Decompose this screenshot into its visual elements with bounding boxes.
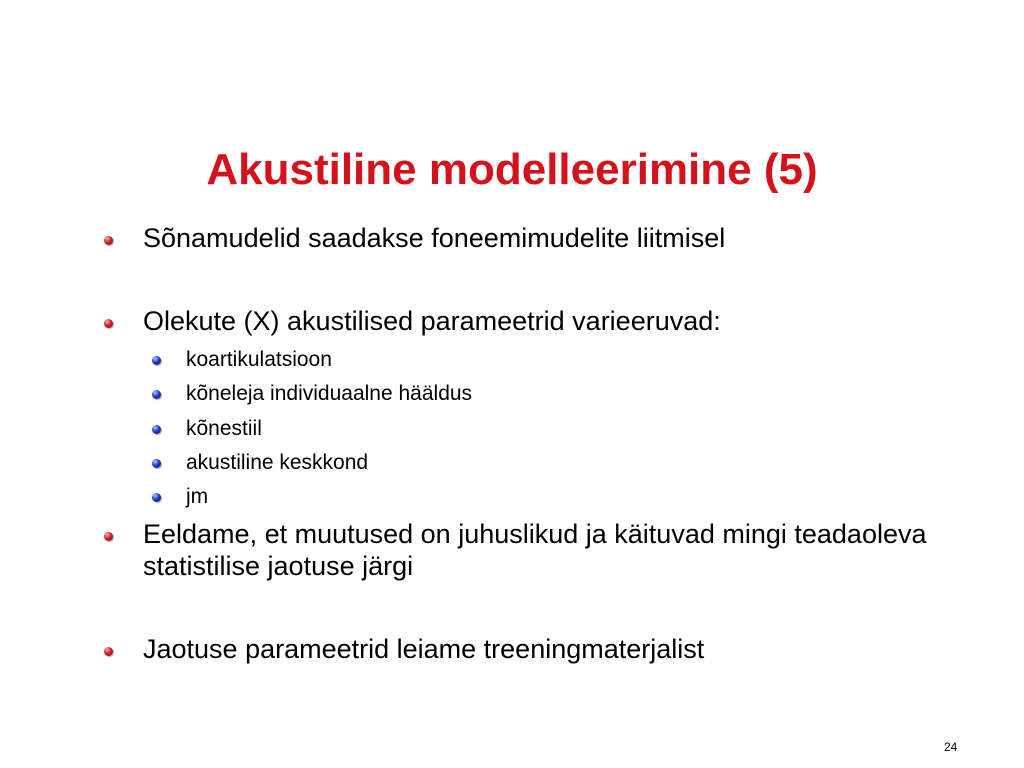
sub-bullet-text: kõneleja individuaalne hääldus xyxy=(186,382,473,405)
sub-bullet-text: jm xyxy=(186,485,209,508)
page-number: 24 xyxy=(944,740,958,754)
sub-bullet-item xyxy=(152,450,368,475)
bullet-item xyxy=(104,305,973,337)
blue-bullet-icon xyxy=(152,493,161,502)
sub-bullet-item xyxy=(152,416,262,441)
sub-bullet-text: akustiline keskkond xyxy=(186,451,369,474)
slide-title: Akustiline modelleerimine (5) xyxy=(206,145,818,194)
blue-bullet-icon xyxy=(152,459,161,468)
sub-bullet-text: kõnestiil xyxy=(186,417,262,440)
bullet-item xyxy=(104,518,973,582)
red-bullet-icon xyxy=(104,532,113,541)
blue-bullet-icon xyxy=(152,425,161,434)
bullet-text: Sõnamudelid saadakse foneemimudelite liitmisel xyxy=(143,223,726,253)
blue-bullet-icon xyxy=(152,356,161,365)
red-bullet-icon xyxy=(104,236,113,245)
blue-bullet-icon xyxy=(152,390,161,399)
bullet-text: Olekute (X) akustilised parameetrid varieeruvad: xyxy=(143,306,721,336)
bullet-text: Eeldame, et muutused on juhuslikud ja käituvad mingi teadaoleva statistilise jaotuse järgi xyxy=(143,519,927,581)
bullet-text: Jaotuse parameetrid leiame treeningmaterjalist xyxy=(143,634,705,664)
sub-bullet-item xyxy=(152,381,472,406)
red-bullet-icon xyxy=(104,319,113,328)
sub-bullet-item xyxy=(152,347,332,372)
sub-bullet-text: koartikulatsioon xyxy=(186,348,332,371)
bullet-item xyxy=(104,633,973,665)
sub-bullet-item xyxy=(152,484,208,509)
bullet-item xyxy=(104,222,973,254)
red-bullet-icon xyxy=(104,647,113,656)
